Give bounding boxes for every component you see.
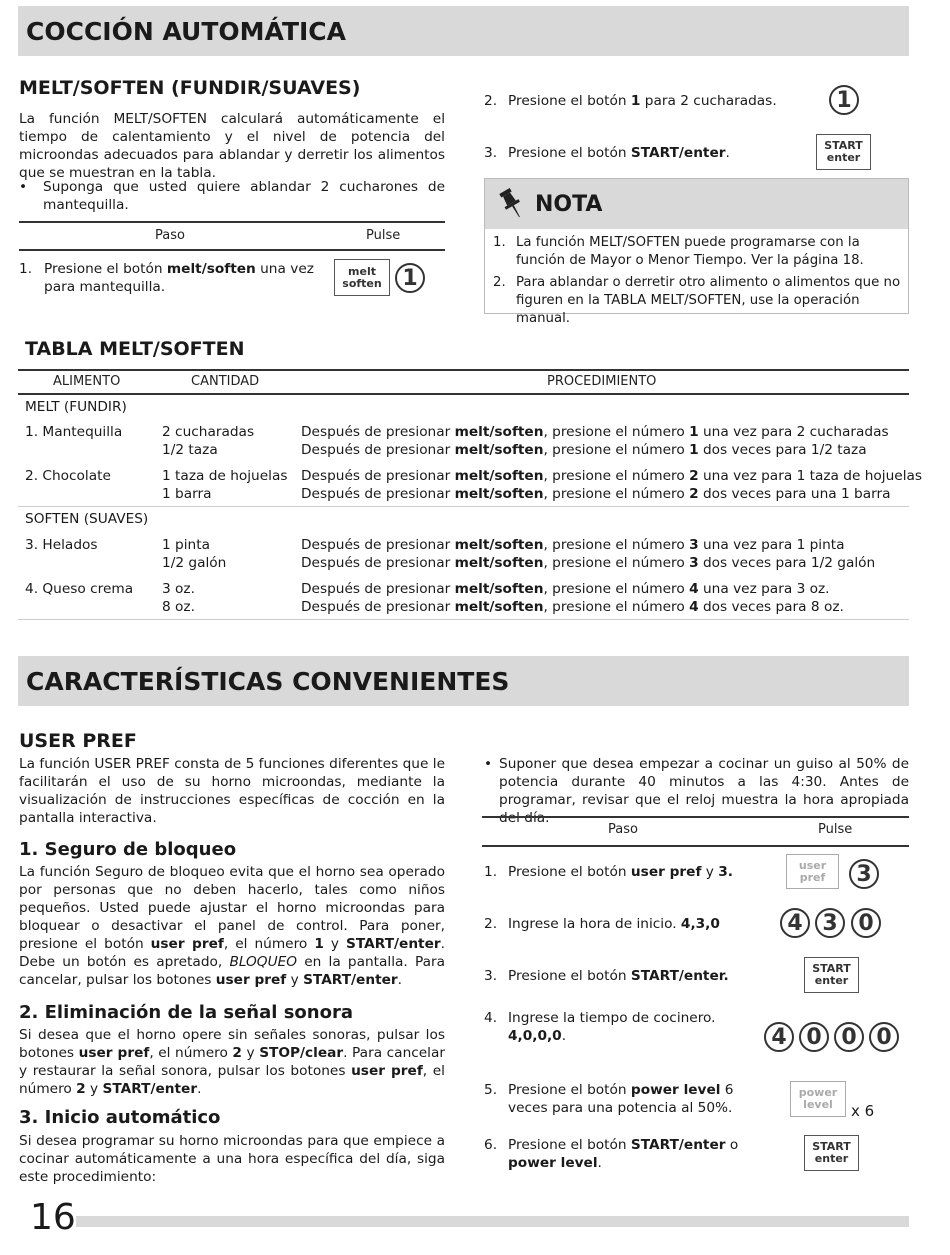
table-food: 1. Mantequilla bbox=[25, 424, 123, 440]
nota-item-1 bbox=[493, 234, 903, 270]
userpref-intro: La función USER PREF consta de 5 funciones diferentes que le facilitarán el uso de su horno microondas, mediante la visualización de instrucciones específicas de cocción en la pantalla interactiva. bbox=[19, 756, 445, 826]
col-header-press: Pulse bbox=[366, 228, 401, 243]
key-label: soften bbox=[342, 276, 382, 290]
melt-soften-key bbox=[334, 259, 390, 296]
user-pref-key: user pref bbox=[786, 854, 839, 889]
divider bbox=[19, 221, 445, 223]
col-header-step: Paso bbox=[608, 822, 638, 837]
step-text: para 2 cucharadas. bbox=[640, 93, 777, 109]
step-number: 3. bbox=[484, 145, 498, 161]
divider bbox=[18, 393, 909, 395]
start-enter-key: START enter bbox=[804, 957, 859, 993]
table-qty: 3 oz. 8 oz. bbox=[162, 581, 195, 615]
table-group-melt: MELT (FUNDIR) bbox=[25, 399, 127, 415]
power-level-key: power level bbox=[790, 1081, 846, 1117]
table-header-proc: PROCEDIMIENTO bbox=[547, 374, 657, 389]
step-text: Presione el botón bbox=[508, 145, 631, 161]
divider bbox=[18, 506, 909, 507]
step-text: . bbox=[725, 145, 730, 161]
sound-heading: 2. Eliminación de la señal sonora bbox=[19, 1002, 353, 1023]
digit-3-key: 3 bbox=[849, 859, 879, 889]
autostart-heading: 3. Inicio automático bbox=[19, 1107, 221, 1128]
nota-text: La función MELT/SOFTEN puede programarse con la función de Mayor o Menor Tiempo. Ver la página 18. bbox=[516, 235, 864, 268]
divider bbox=[482, 816, 909, 818]
digit-4-key: 4 bbox=[780, 908, 810, 938]
nota-text: Para ablandar o derretir otro alimento o alimentos que no figuren en la TABLA MELT/SOFTEN, use la operación manual. bbox=[516, 275, 901, 326]
table-header-qty: CANTIDAD bbox=[191, 374, 260, 389]
example-step-2: 2. Ingrese la hora de inicio. 4,3,0 bbox=[484, 916, 720, 932]
table-proc: Después de presionar melt/soften, presione el número 1 una vez para 2 cucharadas Después de presionar melt/soften, presione el número 1 dos veces para 1/2 taza bbox=[301, 424, 889, 458]
col-header-press: Pulse bbox=[818, 822, 853, 837]
nota-title: NOTA bbox=[535, 191, 603, 217]
divider bbox=[18, 619, 909, 620]
key-label: enter bbox=[826, 151, 861, 164]
example-step-3: 3. Presione el botón START/enter. bbox=[484, 968, 729, 984]
digit-3-key: 3 bbox=[815, 908, 845, 938]
section-title-caracteristicas: CARACTERÍSTICAS CONVENIENTES bbox=[26, 666, 510, 696]
example-bullet: • Suponer que desea empezar a cocinar un guiso al 50% de potencia durante 40 minutos a las 4:30. Antes de programar, revisar que el reloj muestra la hora apropiada del día. bbox=[484, 756, 909, 826]
table-header-food: ALIMENTO bbox=[53, 374, 121, 389]
step-text: Presione el botón bbox=[508, 93, 631, 109]
userpref-heading: USER PREF bbox=[19, 730, 137, 752]
footer-bar bbox=[76, 1216, 909, 1227]
melt-intro: La función MELT/SOFTEN calculará automáticamente el tiempo de calentamiento y el nivel de potencia del microondas adecuados para ablandar y derretir los alimentos que se muestran en la tabla. bbox=[19, 111, 445, 181]
nota-number: 1. bbox=[493, 235, 506, 250]
table-group-soften: SOFTEN (SUAVES) bbox=[25, 511, 149, 527]
section-title-coccion: COCCIÓN AUTOMÁTICA bbox=[26, 16, 346, 46]
digit-4-key: 4 bbox=[764, 1022, 794, 1052]
table-qty: 1 pinta 1/2 galón bbox=[162, 537, 227, 571]
divider bbox=[18, 369, 909, 371]
page-number: 16 bbox=[30, 1197, 76, 1238]
table-proc: Después de presionar melt/soften, presione el número 4 una vez para 3 oz. Después de presionar melt/soften, presione el número 4 dos veces para 8 oz. bbox=[301, 581, 844, 615]
digit-0-key: 0 bbox=[869, 1022, 899, 1052]
start-enter-key: START enter bbox=[804, 1135, 859, 1171]
melt-bullet: • Suponga que usted quiere ablandar 2 cucharones de mantequilla. bbox=[19, 179, 445, 213]
melt-step-2 bbox=[484, 92, 804, 110]
melt-bullet-text: Suponga que usted quiere ablandar 2 cucharones de mantequilla. bbox=[43, 179, 445, 213]
nota-number: 2. bbox=[493, 275, 506, 290]
col-header-step: Paso bbox=[155, 228, 185, 243]
divider bbox=[19, 249, 445, 251]
example-bullet-text: Suponer que desea empezar a cocinar un guiso al 50% de potencia durante 40 minutos a las 4:30. Antes de programar, revisar que el reloj muestra la hora apropiada del día. bbox=[499, 756, 909, 826]
example-step-5: 5. Presione el botón power level 6 veces para una potencia al 50%. bbox=[484, 1082, 734, 1116]
step-number: 1. bbox=[19, 261, 33, 277]
section-header-bar bbox=[18, 6, 909, 56]
digit-1-key: 1 bbox=[829, 85, 859, 115]
digit-1-key: 1 bbox=[395, 263, 425, 293]
table-qty: 2 cucharadas 1/2 taza bbox=[162, 424, 255, 458]
digit-0-key: 0 bbox=[834, 1022, 864, 1052]
pushpin-icon bbox=[499, 187, 525, 221]
melt-step-1 bbox=[19, 260, 319, 296]
table-proc: Después de presionar melt/soften, presione el número 3 una vez para 1 pinta Después de presionar melt/soften, presione el número 3 dos veces para 1/2 galón bbox=[301, 537, 876, 571]
table-food: 4. Queso crema bbox=[25, 581, 134, 597]
step-key-name: START/enter bbox=[630, 145, 726, 161]
times-label: x 6 bbox=[851, 1102, 875, 1120]
nota-header bbox=[485, 179, 908, 229]
digit-0-key: 0 bbox=[799, 1022, 829, 1052]
table-title: TABLA MELT/SOFTEN bbox=[25, 338, 245, 360]
autostart-text: Si desea programar su horno microondas para que empiece a cocinar automáticamente a una hora específica del día, siga este procedimiento: bbox=[19, 1133, 445, 1185]
step-number: 2. bbox=[484, 93, 498, 109]
example-step-4: 4. Ingrese la tiempo de cocinero. 4,0,0,0. bbox=[484, 1010, 716, 1044]
table-food: 3. Helados bbox=[25, 537, 98, 553]
section-header-bar bbox=[18, 656, 909, 706]
melt-step-3 bbox=[484, 144, 804, 162]
table-proc: Después de presionar melt/soften, presione el número 2 una vez para 1 taza de hojuelas Después de presionar melt/soften, presione el número 2 dos veces para una 1 barra bbox=[301, 468, 923, 502]
step-text: Presione el botón bbox=[44, 261, 167, 277]
lock-text: La función Seguro de bloqueo evita que el horno sea operado por personas que no deben hacerlo, tales como niños pequeños. Usted puede ajustar el horno microondas para bloquear o desactivar el panel de control. Para poner, presione el botón user pref, el número 1 y START/enter. Debe un botón es apretado, BLOQUEO en la pantalla. Para cancelar, pulsar los botones user pref y START/enter. bbox=[19, 864, 445, 988]
table-qty: 1 taza de hojuelas 1 barra bbox=[162, 468, 288, 502]
key-label: START bbox=[824, 139, 863, 152]
digit-0-key: 0 bbox=[851, 908, 881, 938]
step-key-name: 1 bbox=[630, 93, 641, 109]
lock-heading: 1. Seguro de bloqueo bbox=[19, 839, 237, 860]
example-step-6: 6. Presione el botón START/enter o power level. bbox=[484, 1137, 739, 1171]
example-step-1: 1. Presione el botón user pref y 3. bbox=[484, 864, 733, 880]
melt-heading: MELT/SOFTEN (FUNDIR/SUAVES) bbox=[19, 77, 361, 99]
key-label: melt bbox=[348, 264, 376, 278]
nota-box bbox=[484, 178, 909, 326]
step-text: una vez para mantequilla. bbox=[44, 261, 314, 295]
start-enter-key bbox=[816, 134, 871, 170]
sound-text: Si desea que el horno opere sin señales sonoras, pulsar los botones user pref, el número 2 y STOP/clear. Para cancelar y restaurar la señal sonora, pulsar los botones user pref, el número 2 y START/enter. bbox=[19, 1027, 446, 1097]
divider bbox=[482, 845, 909, 847]
table-food: 2. Chocolate bbox=[25, 468, 111, 484]
step-key-name: melt/soften bbox=[166, 261, 256, 277]
nota-item-2 bbox=[493, 274, 903, 328]
